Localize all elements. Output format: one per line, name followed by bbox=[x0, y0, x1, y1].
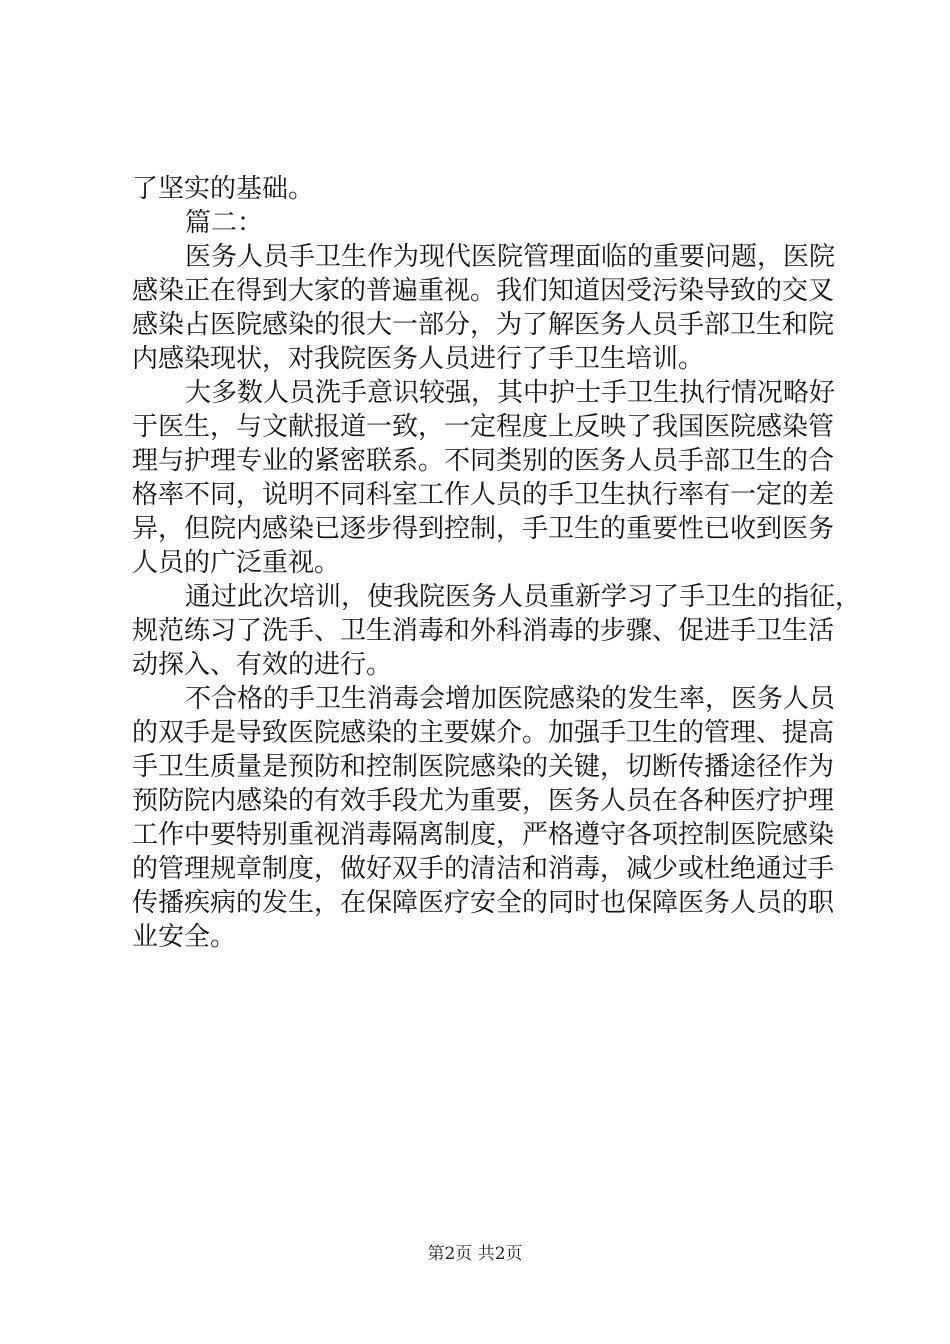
paragraph-line: 异，但院内感染已逐步得到控制，手卫生的重要性已收到医务 bbox=[132, 514, 835, 544]
paragraph-line: 大多数人员洗手意识较强，其中护士手卫生执行情况略好 bbox=[185, 378, 836, 408]
paragraph-line: 预防院内感染的有效手段尤为重要，医务人员在各种医疗护理 bbox=[132, 786, 835, 816]
paragraph-line: 不合格的手卫生消毒会增加医院感染的发生率，医务人员 bbox=[185, 684, 836, 714]
paragraph-line: 内感染现状，对我院医务人员进行了手卫生培训。 bbox=[132, 344, 705, 374]
section-heading: 篇二： bbox=[185, 208, 264, 238]
paragraph-line: 业安全。 bbox=[132, 922, 237, 952]
paragraph-line: 手卫生质量是预防和控制医院感染的关键，切断传播途径作为 bbox=[132, 752, 835, 782]
paragraph-line: 人员的广泛重视。 bbox=[132, 548, 341, 578]
page-number-footer: 第2页 共2页 bbox=[427, 1244, 523, 1264]
paragraph-line: 规范练习了洗手、卫生消毒和外科消毒的步骤、促进手卫生活 bbox=[132, 616, 835, 646]
paragraph-line: 工作中要特别重视消毒隔离制度，严格遵守各项控制医院感染 bbox=[132, 820, 835, 850]
paragraph-line: 了坚实的基础。 bbox=[132, 174, 315, 204]
paragraph-line: 的双手是导致医院感染的主要媒介。加强手卫生的管理、提高 bbox=[132, 718, 835, 748]
paragraph-line: 动探入、有效的进行。 bbox=[132, 650, 393, 680]
paragraph-line: 通过此次培训，使我院医务人员重新学习了手卫生的指征， bbox=[185, 582, 862, 612]
paragraph-line: 感染正在得到大家的普遍重视。我们知道因受污染导致的交叉 bbox=[132, 276, 835, 306]
paragraph-line: 格率不同，说明不同科室工作人员的手卫生执行率有一定的差 bbox=[132, 480, 835, 510]
paragraph-line: 于医生，与文献报道一致，一定程度上反映了我国医院感染管 bbox=[132, 412, 835, 442]
paragraph-line: 医务人员手卫生作为现代医院管理面临的重要问题，医院 bbox=[185, 242, 836, 272]
paragraph-line: 理与护理专业的紧密联系。不同类别的医务人员手部卫生的合 bbox=[132, 446, 835, 476]
paragraph-line: 的管理规章制度，做好双手的清洁和消毒，减少或杜绝通过手 bbox=[132, 854, 835, 884]
paragraph-line: 传播疾病的发生，在保障医疗安全的同时也保障医务人员的职 bbox=[132, 888, 835, 918]
paragraph-line: 感染占医院感染的很大一部分，为了解医务人员手部卫生和院 bbox=[132, 310, 835, 340]
